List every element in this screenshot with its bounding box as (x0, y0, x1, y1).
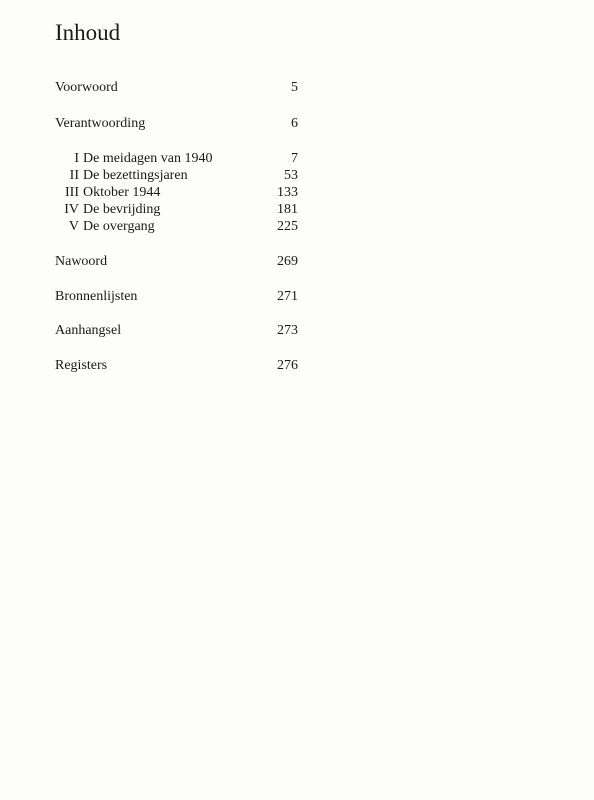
page-title: Inhoud (55, 20, 121, 45)
toc-entry-label: Registers (55, 358, 108, 373)
toc-entry-label: Voorwoord (55, 80, 118, 95)
toc-entry-page: 133 (277, 185, 298, 200)
toc-chapter-5 (55, 218, 298, 236)
toc-entry-registers (55, 357, 298, 375)
toc-entry-nawoord (55, 253, 298, 271)
toc-chapter-3 (55, 184, 298, 202)
toc-entry-page: 181 (277, 202, 298, 217)
toc-chapter-1 (55, 150, 298, 168)
toc-entry-page: 271 (277, 289, 298, 304)
chapter-numeral: V (68, 219, 79, 234)
toc-entry-page: 225 (277, 219, 298, 234)
toc-entry-aanhangsel (55, 322, 298, 340)
toc-chapter-2 (55, 167, 298, 185)
chapter-numeral: IV (64, 202, 79, 217)
toc-entry-page: 53 (284, 168, 298, 183)
toc-entry-label: De meidagen van 1940 (83, 151, 213, 166)
toc-entry-label: De bezettingsjaren (83, 168, 188, 183)
toc-entry-page: 7 (291, 151, 298, 166)
toc-entry-page: 269 (277, 254, 298, 269)
toc-entry-label: Nawoord (55, 254, 108, 269)
toc-entry-page: 5 (291, 80, 298, 95)
toc-entry-label: De overgang (83, 219, 155, 234)
toc-entry-bronnenlijsten (55, 288, 298, 306)
toc-entry-label: De bevrijding (83, 202, 161, 217)
chapter-numeral: II (69, 168, 79, 183)
toc-entry-label: Oktober 1944 (83, 185, 161, 200)
toc-entry-page: 6 (291, 116, 298, 131)
toc-chapter-4 (55, 201, 298, 219)
toc-entry-voorwoord (55, 79, 298, 97)
toc-entry-verantwoording (55, 115, 298, 133)
chapter-numeral: III (65, 185, 79, 200)
chapter-numeral: I (74, 151, 79, 166)
toc-entry-page: 273 (277, 323, 298, 338)
toc-entry-label: Aanhangsel (55, 323, 122, 338)
toc-entry-page: 276 (277, 358, 298, 373)
toc-entry-label: Verantwoording (55, 116, 146, 131)
toc-entry-label: Bronnenlijsten (55, 289, 138, 304)
